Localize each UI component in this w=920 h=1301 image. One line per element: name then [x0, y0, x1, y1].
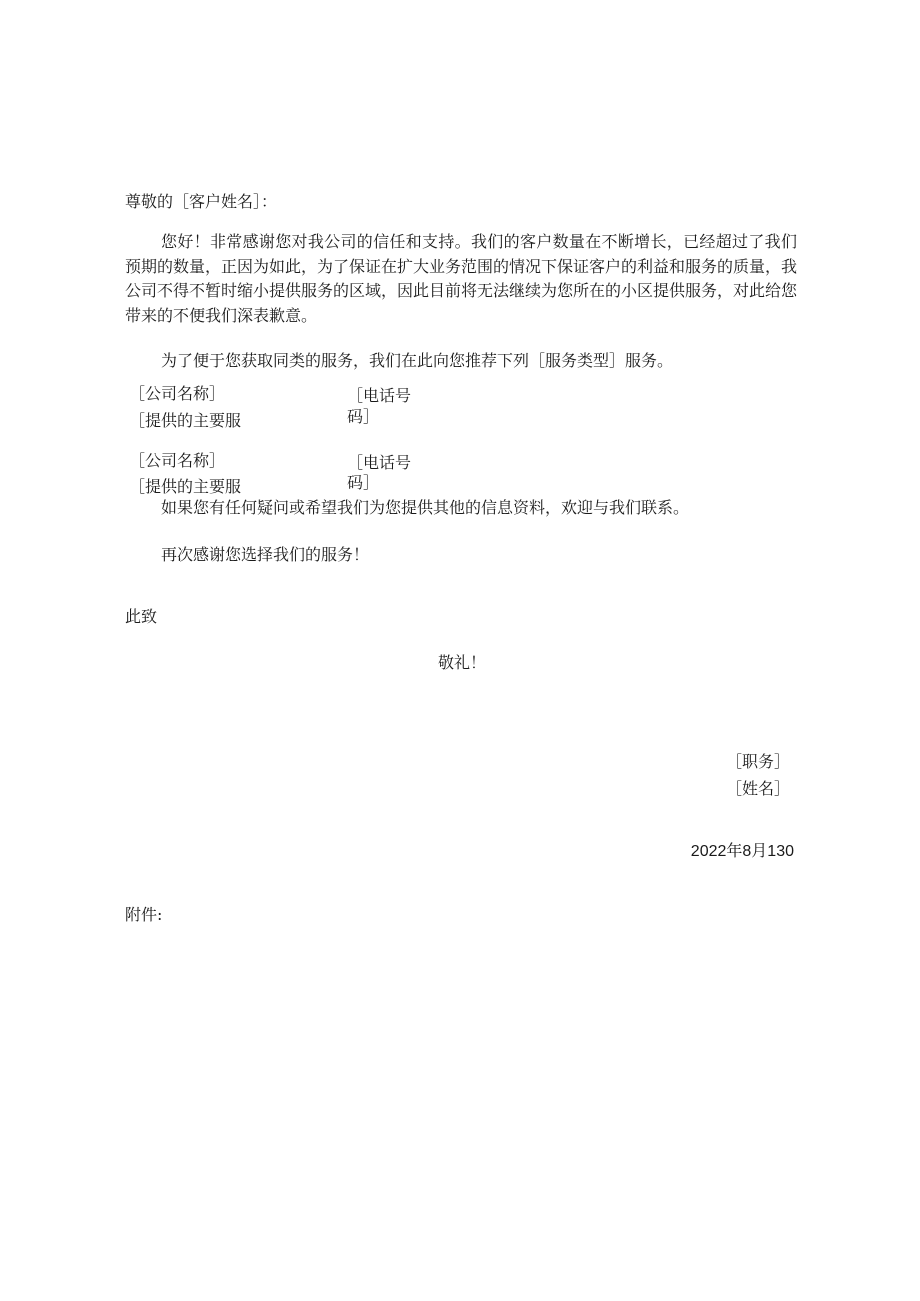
main-service: ［提供的主要服: [129, 411, 242, 430]
main-service: ［提供的主要服: [129, 477, 242, 496]
signer-name: ［姓名］: [725, 779, 790, 798]
signer-title: ［职务］: [725, 752, 790, 771]
paragraph-intro: 您好！非常感谢您对我公司的信任和支持。我们的客户数量在不断增长，已经超过了我们预期的数量，正因为如此，为了保证在扩大业务范围的情况下保证客户的利益和服务的质量，我公司不得不暂时缩小提供服务的区域，因此目前将无法继续为您所在的小区提供服务，对此给您带来的不便我们深表歉意。: [125, 232, 798, 325]
paragraph-contact: 如果您有任何疑问或希望我们为您提供其他的信息资料，欢迎与我们联系。: [161, 498, 690, 517]
company-name: ［公司名称］: [129, 384, 226, 403]
phone-number-line1: ［电话号: [347, 453, 412, 472]
paragraph-thanks: 再次感谢您选择我们的服务！: [161, 545, 370, 564]
phone-number-line2: 码］: [347, 473, 380, 492]
closing-phrase: 此致: [125, 607, 158, 626]
attachment-label: 附件:: [125, 905, 163, 924]
regards-phrase: 敬礼！: [438, 653, 487, 672]
salutation: 尊敬的［客户姓名］：: [125, 192, 278, 211]
paragraph-recommendation: 为了便于您获取同类的服务，我们在此向您推荐下列［服务类型］服务。: [161, 351, 674, 370]
letter-date: 2022年8月130: [690, 843, 794, 860]
phone-number-line2: 码］: [347, 407, 380, 426]
company-name: ［公司名称］: [129, 451, 226, 470]
phone-number-line1: ［电话号: [347, 386, 412, 405]
